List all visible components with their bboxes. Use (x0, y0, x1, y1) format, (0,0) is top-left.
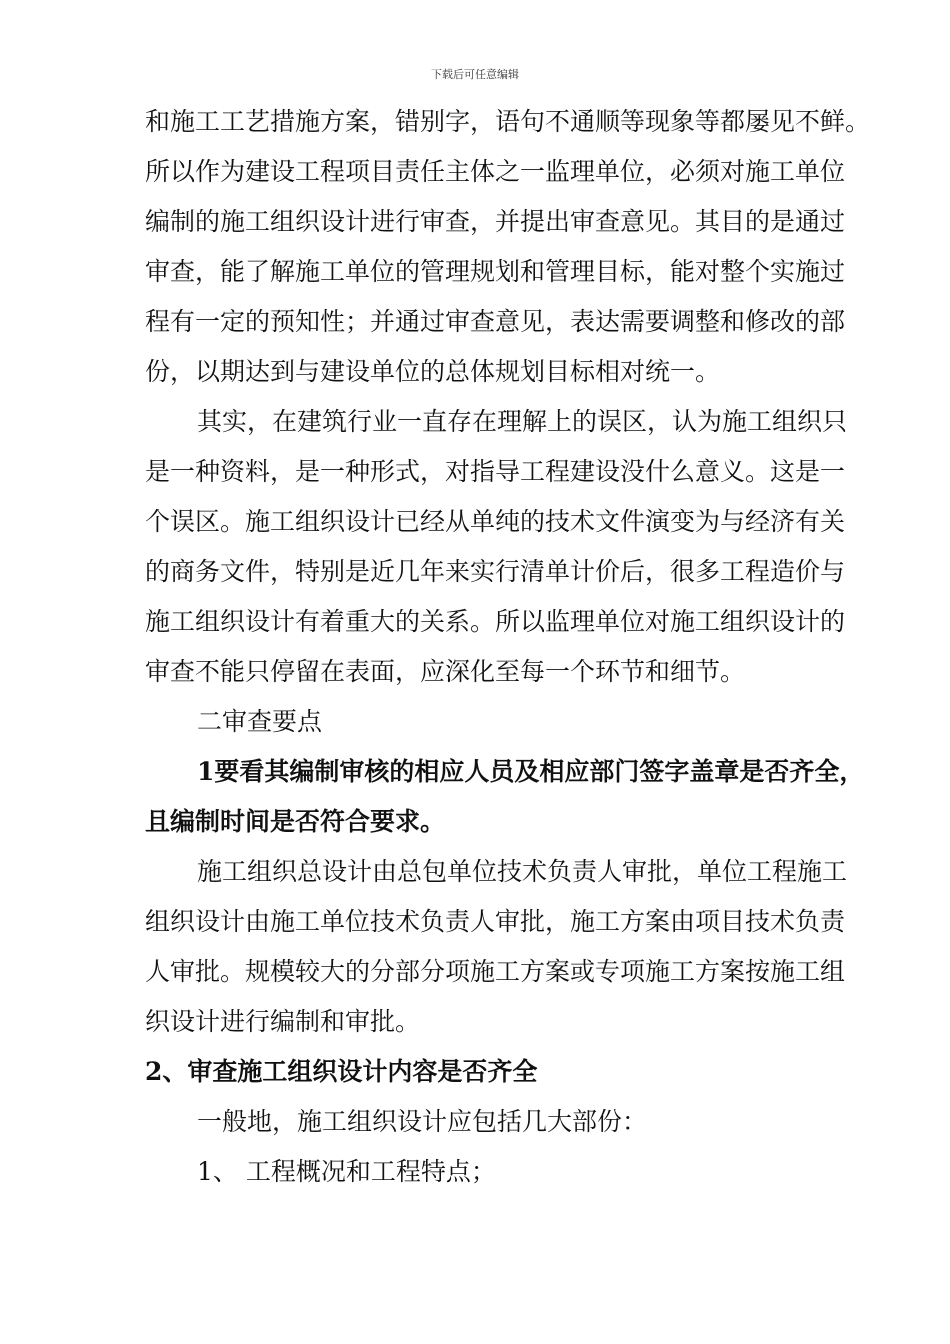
paragraph-line: 的商务文件，特别是近几年来实行清单计价后，很多工程造价与 (145, 557, 846, 586)
section-heading: 二审查要点 (197, 707, 323, 736)
paragraph-line: 和施工工艺措施方案，错别字，语句不通顺等现象等都屡见不鲜。 (145, 107, 871, 136)
list-item: 1、 工程概况和工程特点； (197, 1157, 496, 1186)
subheading-line: 且编制时间是否符合要求。 (145, 807, 446, 836)
paragraph-line: 编制的施工组织设计进行审查，并提出审查意见。其目的是通过 (145, 207, 846, 236)
paragraph-line: 其实，在建筑行业一直存在理解上的误区，认为施工组织只 (197, 407, 848, 436)
paragraph-line: 织设计进行编制和审批。 (145, 1007, 421, 1036)
paragraph-line: 施工组织设计有着重大的关系。所以监理单位对施工组织设计的 (145, 607, 846, 636)
paragraph-line: 所以作为建设工程项目责任主体之一监理单位，必须对施工单位 (145, 157, 846, 186)
paragraph-line: 个误区。施工组织设计已经从单纯的技术文件演变为与经济有关 (145, 507, 846, 536)
subheading-line: 2、审查施工组织设计内容是否齐全 (145, 1057, 538, 1086)
paragraph-line: 程有一定的预知性；并通过审查意见，表达需要调整和修改的部 (145, 307, 846, 336)
paragraph-line: 份，以期达到与建设单位的总体规划目标相对统一。 (145, 357, 721, 386)
paragraph-line: 人审批。规模较大的分部分项施工方案或专项施工方案按施工组 (145, 957, 846, 986)
paragraph-line: 组织设计由施工单位技术负责人审批，施工方案由项目技术负责 (145, 907, 846, 936)
paragraph-line: 一般地，施工组织设计应包括几大部份： (197, 1107, 648, 1136)
paragraph-line: 审查，能了解施工单位的管理规划和管理目标，能对整个实施过 (145, 257, 846, 286)
paragraph-line: 施工组织总设计由总包单位技术负责人审批，单位工程施工 (197, 857, 848, 886)
subheading-line: 1要看其编制审核的相应人员及相应部门签字盖章是否齐全， (197, 757, 865, 786)
paragraph-line: 审查不能只停留在表面，应深化至每一个环节和细节。 (145, 657, 746, 686)
paragraph-line: 是一种资料，是一种形式，对指导工程建设没什么意义。这是一 (145, 457, 846, 486)
page-header: 下载后可任意编辑 (431, 68, 519, 81)
